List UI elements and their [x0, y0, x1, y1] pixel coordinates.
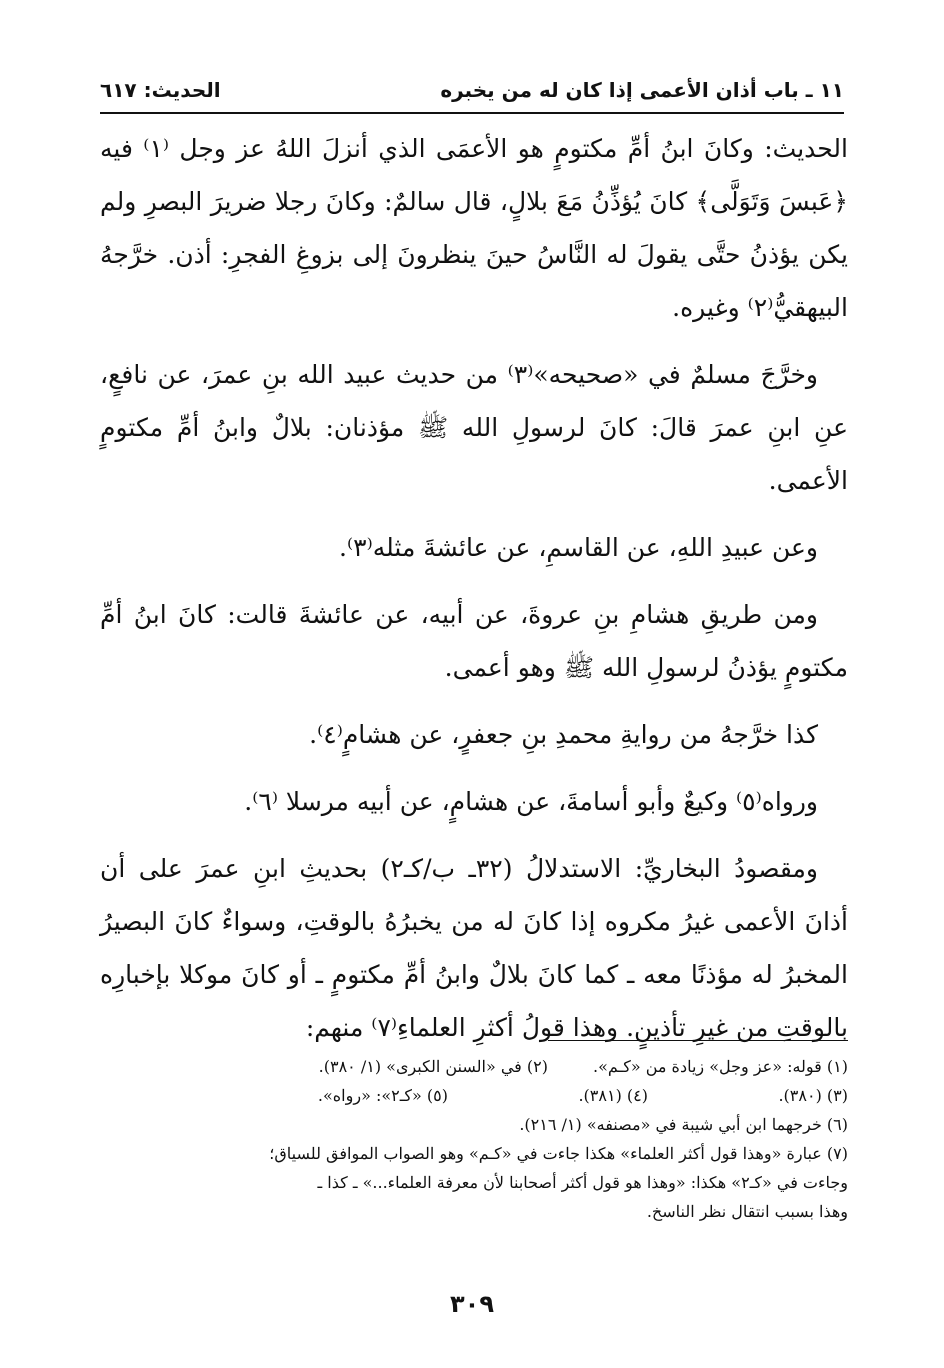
- footnote: (٦) خرجهما ابن أبي شيبة في «مصنفه» (١/ ٢١٦).: [519, 1115, 848, 1134]
- paragraph: كذا خرَّجهُ من روايةِ محمدِ بنِ جعفرٍ، عن هشامٍ⁽٤⁾.: [309, 720, 818, 749]
- footnote-continuation: وجاءت في «كـ٢» هكذا: «وهذا هو قول أكثر أصحابنا لأن معرفة العلماء...» ـ كذا ـ: [317, 1173, 848, 1192]
- paragraph: ورواه⁽٥⁾ وكيعٌ وأبو أسامةَ، عن هشامٍ، عن أبيه مرسلا ⁽٦⁾.: [244, 787, 818, 816]
- paragraph: وخرَّجَ مسلمٌ في «صحيحه»⁽٣⁾ من حديث عبيد الله بنِ عمرَ، عن نافعٍ، عنِ ابنِ عمرَ قالَ: كانَ لرسولِ الله ﷺ مؤذنان: بلالٌ وابنُ أمِّ مكتومٍ الأعمى.: [100, 360, 848, 495]
- footnote: (٤) (٣٨١).: [578, 1086, 648, 1105]
- footnote-row: [100, 1052, 848, 1081]
- hadith-number: الحديث: ٦١٧: [100, 78, 221, 102]
- footnote: (٧) عبارة «وهذا قول أكثر العلماء» هكذا جاءت في «كـم» وهو الصواب الموافق للسياق؛: [269, 1144, 848, 1163]
- footnote: (٥) «كـ٢»: «رواه».: [317, 1086, 448, 1105]
- footnote: (٢) في «السنن الكبرى» (١/ ٣٨٠).: [318, 1057, 548, 1076]
- footnote-divider: [548, 1040, 848, 1041]
- paragraph: وعن عبيدِ اللهِ، عن القاسمِ، عن عائشةَ مثله⁽٣⁾.: [339, 533, 818, 562]
- footnote: (٣) (٣٨٠).: [778, 1086, 848, 1105]
- footnote: (١) قوله: «عز وجل» زيادة من «كـم».: [593, 1057, 848, 1076]
- paragraph: الحديث: وكانَ ابنُ أمِّ مكتومٍ هو الأعمَى الذي أنزلَ اللهُ عز وجل ⁽١⁾ فيه ﴿عَبسَ وَتَوَلَّى﴾ كانَ يُؤذِّنُ مَعَ بلالٍ، قال سالمٌ: وكانَ رجلا ضريرَ البصرِ ولم يكن يؤذنُ حتَّى يقولَ له النَّاسُ حينَ ينظرونَ إلى بزوغِ الفجرِ: أذن. خرَّجهُ البيهقيُّ⁽٢⁾ وغيره.: [100, 134, 848, 322]
- footnote-row: [100, 1081, 848, 1110]
- chapter-title: ١١ ـ باب أذان الأعمى إذا كان له من يخبره: [440, 78, 844, 102]
- paragraph: ومن طريقِ هشامِ بنِ عروةَ، عن أبيه، عن عائشةَ قالت: كانَ ابنُ أمِّ مكتومٍ يؤذنُ لرسولِ الله ﷺ وهو أعمى.: [100, 600, 848, 682]
- running-header: [100, 70, 844, 110]
- footnotes: [100, 1052, 848, 1226]
- main-text: [100, 122, 848, 1068]
- page-number: ٣٠٩: [450, 1290, 494, 1318]
- paragraph: ومقصودُ البخاريِّ: الاستدلالُ (٣٢ـ ب/كـ٢) بحديثِ ابنِ عمرَ على أن أذانَ الأعمى غيرُ مكروه إذا كانَ له من يخبرُهُ بالوقتِ، وسواءٌ كانَ البصيرُ المخبرُ له مؤذنًا معه ـ كما كانَ بلالٌ وابنُ أمِّ مكتومٍ ـ أو كانَ موكلا بإخبارِه بالوقتِ من غيرِ تأذينٍ. وهذا قولُ أكثرِ العلماءِ⁽٧⁾ منهم:: [100, 854, 848, 1042]
- header-divider: [100, 112, 844, 114]
- footnote-continuation: وهذا بسبب انتقال نظر الناسخ.: [646, 1202, 848, 1221]
